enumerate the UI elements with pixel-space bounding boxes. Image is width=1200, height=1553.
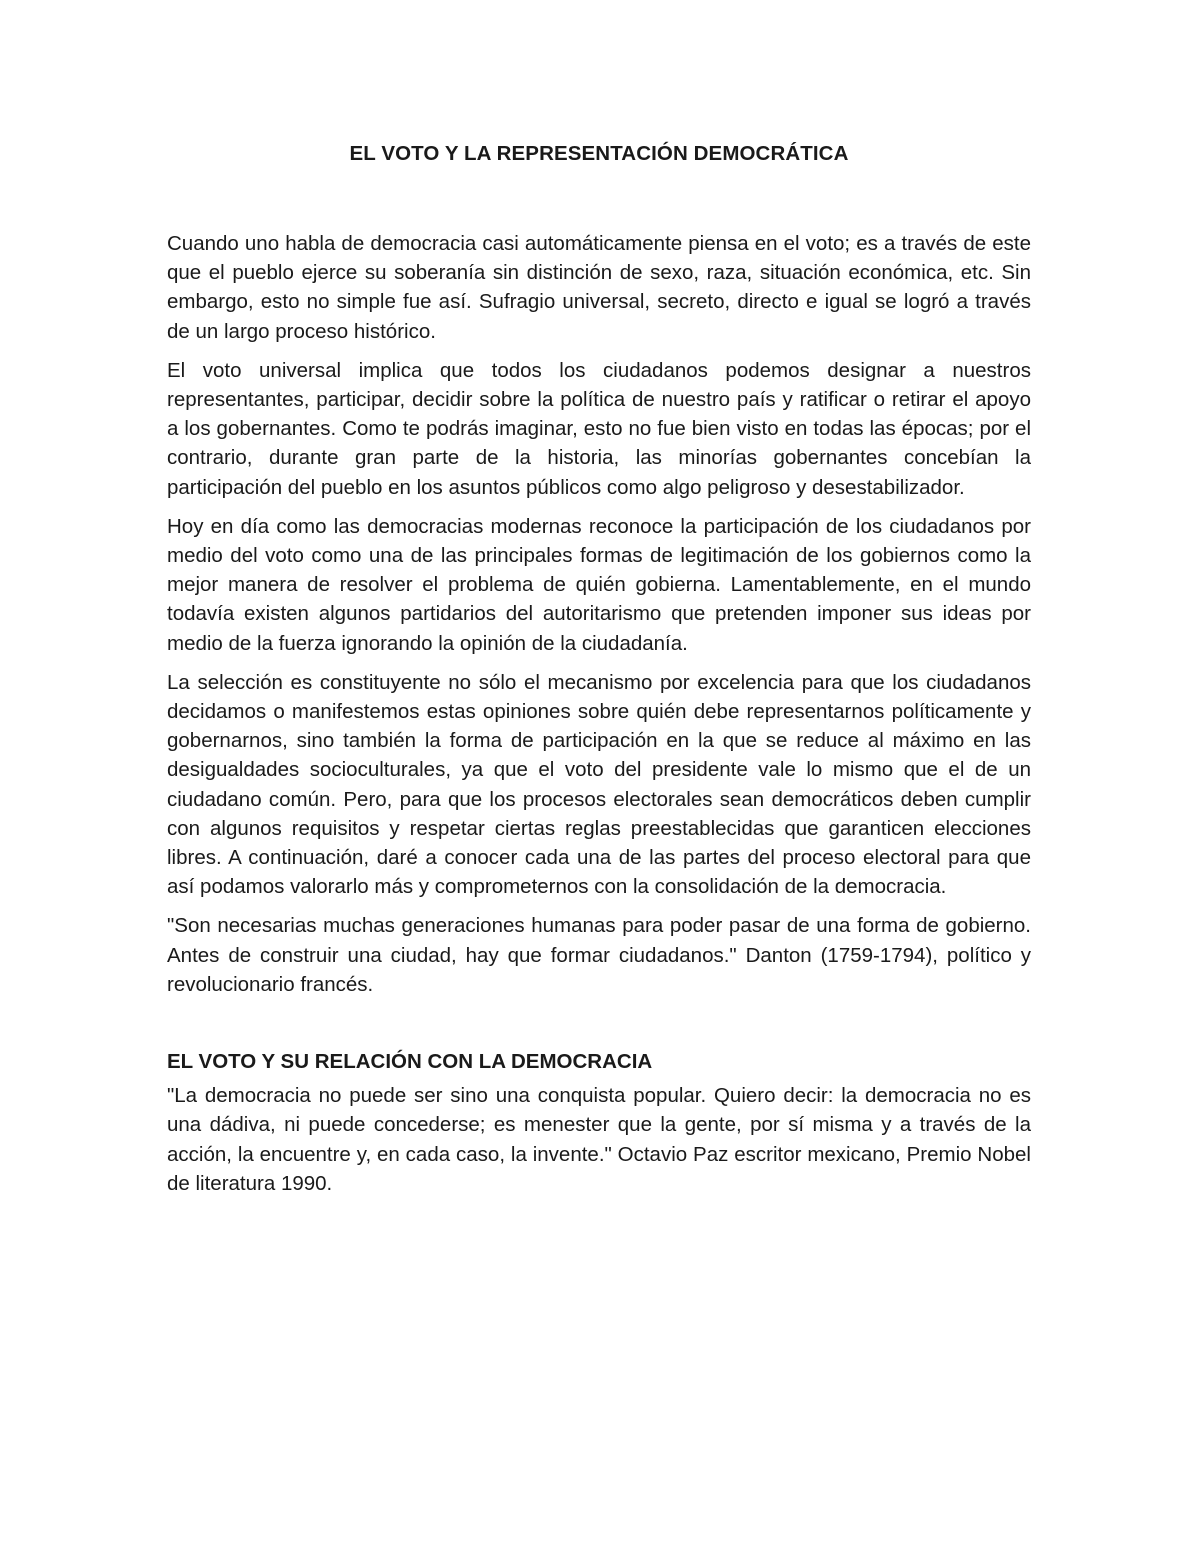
paragraph-paz-quote: "La democracia no puede ser sino una conquista popular. Quiero decir: la democracia no es una dádiva, ni puede concederse; es menester que la gente, por sí misma y a través de la acción, la encuentre y, en cada caso, la invente." Octavio Paz escritor mexicano, Premio Nobel de literatura 1990. bbox=[167, 1084, 1031, 1195]
paragraph-election: La selección es constituyente no sólo el mecanismo por excelencia para que los ciudadanos decidamos o manifestemos estas opiniones sobre quién debe representarnos políticamente y gobernarnos, sino también la forma de participación en la que se reduce al máximo en las desigualdades socioculturales, ya que el voto del presidente vale lo mismo que el de un ciudadano común. Pero, para que los procesos electorales sean democráticos deben cumplir con algunos requisitos y respetar ciertas reglas preestablecidas que garanticen elecciones libres. A continuación, daré a conocer cada una de las partes del proceso electoral para que así podamos valorarlo más y comprometernos con la consolidación de la democracia. bbox=[167, 670, 1031, 899]
paragraph-modern-democracies: Hoy en día como las democracias modernas reconoce la participación de los ciudadanos por medio del voto como una de las principales formas de legitimación de los gobiernos como la mejor manera de resolver el problema de quién gobierna. Lamentablemente, en el mundo todavía existen algunos partidarios del autoritarismo que pretenden imponer sus ideas por medio de la fuerza ignorando la opinión de la ciudadanía. bbox=[167, 514, 1031, 655]
paragraph-intro: Cuando uno habla de democracia casi automáticamente piensa en el voto; es a través de este que el pueblo ejerce su soberanía sin distinción de sexo, raza, situación económica, etc. Sin embargo, esto no simple fue así. Sufragio universal, secreto, directo e igual se logró a través de un largo proceso histórico. bbox=[167, 232, 1031, 343]
document-title: EL VOTO Y LA REPRESENTACIÓN DEMOCRÁTICA bbox=[349, 142, 849, 165]
paragraph-danton-quote: "Son necesarias muchas generaciones humanas para poder pasar de una forma de gobierno. Antes de construir una ciudad, hay que formar ciudadanos." Danton (1759-1794), político y revolucionario francés. bbox=[167, 914, 1031, 996]
section-heading: EL VOTO Y SU RELACIÓN CON LA DEMOCRACIA bbox=[167, 1050, 653, 1074]
document-body bbox=[167, 229, 1031, 1208]
paragraph-universal-vote: El voto universal implica que todos los ciudadanos podemos designar a nuestros representantes, participar, decidir sobre la política de nuestro país y ratificar o retirar el apoyo a los gobernantes. Como te podrás imaginar, esto no fue bien visto en todas las épocas; por el contrario, durante gran parte de la historia, las minorías gobernantes concebían la participación del pueblo en los asuntos públicos como algo peligroso y desestabilizador. bbox=[167, 358, 1031, 499]
